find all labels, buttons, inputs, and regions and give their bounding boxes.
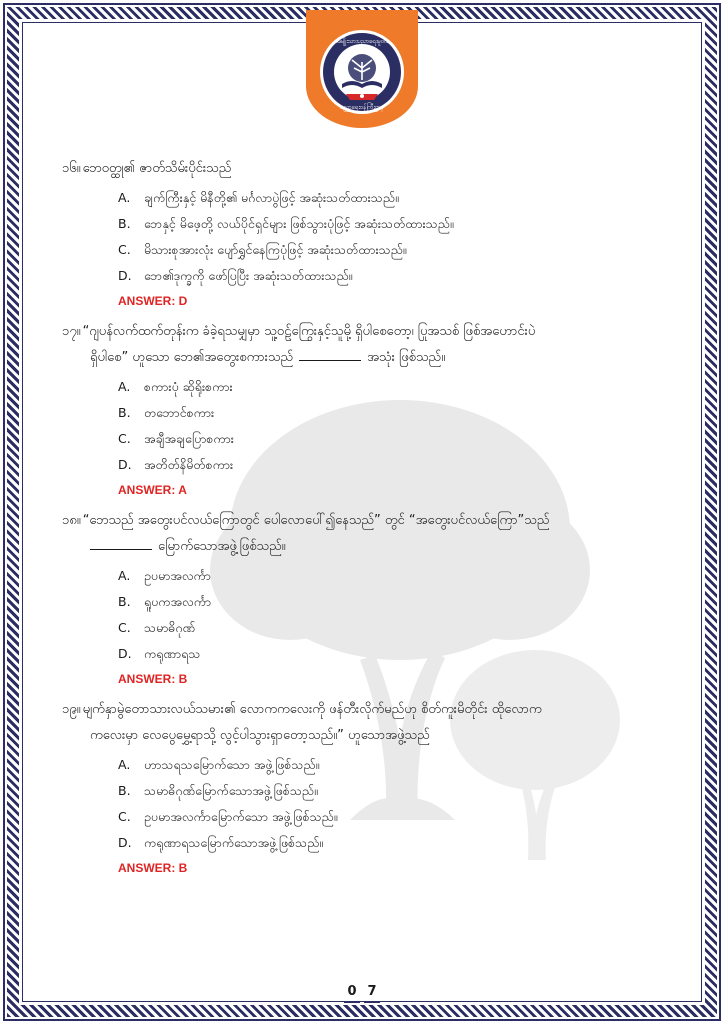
question-19 [62,697,682,877]
option-d [118,644,682,663]
question-stem: “ဘေသည် အတွေးပင်လယ်ကြောတွင် ပေါလောပေါ်၍နေသည်” တွင် “အတွေးပင်လယ်ကြော”သည် [82,513,550,528]
option-b [118,781,682,800]
option-text: သမာဓိဂုဏ် [144,620,196,635]
option-letter: A. [118,190,131,205]
option-letter: A. [118,757,131,772]
question-stem-after-blank: မြောက်သောအဖွဲ့ဖြစ်သည်။ [158,539,286,554]
option-letter: C. [118,242,131,257]
option-letter: C. [118,620,131,635]
option-c [118,429,682,448]
question-text [62,697,682,723]
question-stem: မျက်နှာမွဲတောသားလယ်သမား၏ လောကကလေးကို ဖန်တီးလိုက်မည်ဟု စိတ်ကူးမိတိုင်း ထိုလောက [82,702,542,717]
question-text [62,508,682,534]
option-letter: B. [118,216,131,231]
option-letter: A. [118,568,131,583]
option-text: စကားပုံ ဆိုရိုးစကား [144,379,233,394]
fill-in-blank [90,549,152,550]
question-text-continued [62,534,682,560]
option-letter: D. [118,268,132,283]
option-a [118,566,682,585]
question-stem-after-blank: အသုံး ဖြစ်သည်။ [367,350,446,365]
question-number: ၁၇။ [62,324,81,339]
question-16 [62,156,682,310]
page-number [330,982,394,1004]
option-b [118,214,682,233]
option-d [118,833,682,852]
answer-label: ANSWER: D [118,294,188,308]
question-stem-continued: ရှိပါစေ” ဟူသော ဘေ၏အတွေးစကားသည် [90,350,294,365]
page-number-digit: 0 [344,983,360,1003]
option-text: ရူပကအလင်္ကာ [144,594,212,609]
option-d [118,455,682,474]
option-text: ကရုဏာရသမြောက်သောအဖွဲ့ဖြစ်သည်။ [144,835,324,850]
option-letter: B. [118,405,131,420]
fill-in-blank [299,360,361,361]
option-b [118,592,682,611]
option-text: အတိတ်နိမိတ်စကား [144,457,234,472]
question-text-continued [62,345,682,371]
option-text: တဘောင်စကား [144,405,215,420]
option-d [118,266,682,285]
option-a [118,377,682,396]
option-list [62,566,682,663]
logo-bottom-text: ပညာရေးဝန်ကြီးဌာန [340,104,384,111]
question-text [62,156,682,182]
answer-label: ANSWER: B [118,861,188,875]
question-17 [62,319,682,499]
option-text: ဘေ၏ဒုက္ခကို ဖော်ပြပြီး အဆုံးသတ်ထားသည်။ [144,268,353,283]
option-letter: D. [118,835,132,850]
option-letter: C. [118,809,131,824]
ministry-logo [306,10,418,128]
option-b [118,403,682,422]
question-stem: ဘေဝတ္ထု၏ ဇာတ်သိမ်းပိုင်းသည် [82,161,232,176]
option-text: အချီအချပြောစကား [144,431,234,446]
option-letter: D. [118,646,132,661]
option-list [62,188,682,285]
option-letter: A. [118,379,131,394]
option-a [118,188,682,207]
option-text: ဟာသရသမြောက်သော အဖွဲ့ဖြစ်သည်။ [144,757,320,772]
question-number: ၁၆။ [62,161,81,176]
option-a [118,755,682,774]
logo-top-text: အမျိုးသားပညာရေးမူဝါဒ [335,38,389,45]
option-letter: C. [118,431,131,446]
option-letter: D. [118,457,132,472]
option-text: သမာဓိဂုဏ်မြောက်သောအဖွဲ့ဖြစ်သည်။ [144,783,318,798]
option-c [118,618,682,637]
question-text-continued [62,723,682,749]
page-number-digit: 7 [364,983,380,1003]
option-list [62,755,682,852]
option-text: ဥပမာအလင်္ကာမြောက်သော အဖွဲ့ဖြစ်သည်။ [144,809,338,824]
question-number: ၁၈။ [62,513,81,528]
question-18 [62,508,682,688]
option-c [118,240,682,259]
question-text [62,319,682,345]
question-stem-continued: ကလေးမှာ လေပွေမွှေ့ရာသို့ လွင့်ပါသွားရှာတော့သည်။” ဟူသောအဖွဲ့သည် [90,728,430,743]
option-text: ချက်ကြီးနှင့် မိနီတို့၏ မင်္ဂလာပွဲဖြင့် အဆုံးသတ်ထားသည်။ [144,190,399,205]
option-text: ကရုဏာရသ [144,646,201,661]
option-text: ဘေနှင့် မိဖေ့တို့ လယ်ပိုင်ရှင်များ ဖြစ်သွားပုံဖြင့် အဆုံးသတ်ထားသည်။ [144,216,454,231]
answer-label: ANSWER: B [118,672,188,686]
question-number: ၁၉။ [62,702,81,717]
option-letter: B. [118,783,131,798]
option-letter: B. [118,594,131,609]
option-text: ဥပမာအလင်္ကာ [144,568,211,583]
option-text: မိသားစုအားလုံး ပျော်ရွှင်နေကြပုံဖြင့် အဆုံးသတ်ထားသည်။ [144,242,407,257]
question-stem: “ဂျပန်လက်ထက်တုန်းက ခံခဲ့ရသမျှမှာ သူ့ဝဠ်ကြွေးနှင့်သူမို့ ရှိပါစေတော့၊ ပြုအသစ် ဖြစ်အဟောင်းပဲ [82,324,536,339]
question-list [62,156,682,886]
answer-label: ANSWER: A [118,483,187,497]
option-list [62,377,682,474]
option-c [118,807,682,826]
